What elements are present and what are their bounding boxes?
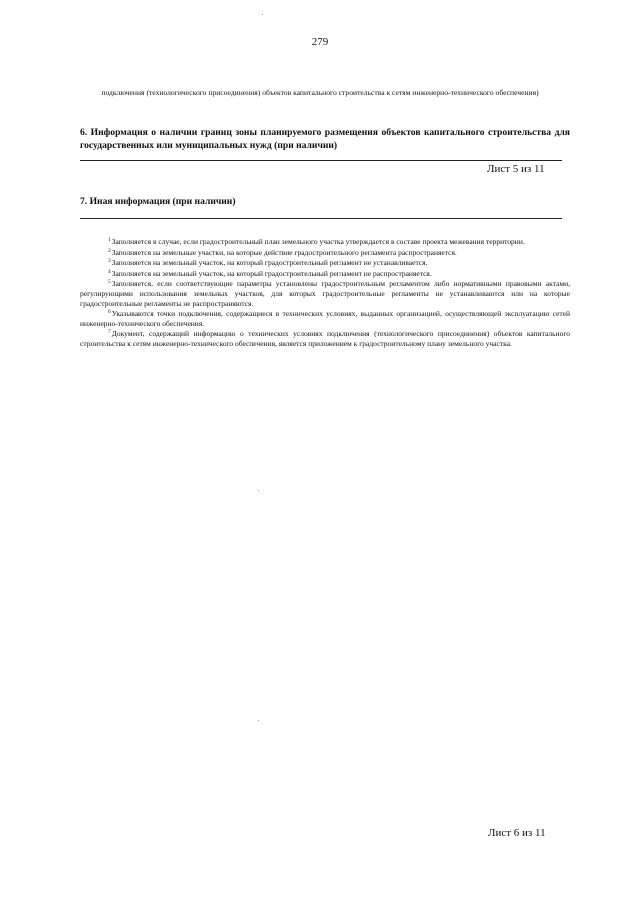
section-6-rule (80, 160, 562, 161)
footnote-1: $^1$Заполняется в случае, если градостроительный план земельного участка утверждается в составе проекта межевания территории. (108, 237, 525, 246)
sheet-5-label: Лист 5 из 11 (487, 163, 545, 175)
sheet-6-label: Лист 6 из 11 (488, 827, 546, 839)
footnote-3: $^3$Заполняется на земельный участок, на который градостроительный регламент не устанавливается. (108, 258, 428, 268)
footnote-4: $^4$Заполняется на земельный участок, на который градостроительный регламент не распространяется. (108, 268, 432, 278)
section-7-heading: 7. Иная информация (при наличии) (80, 196, 236, 207)
header-continuation-note: подключения (технологического присоединения) объектов капитального строительства к сетям инженерно-технического обеспечения) (101, 88, 539, 97)
footnote-6: $^6$Указываются точки подключения, содержащиеся в технических условиях, выданных организацией, осуществляющей эксплуатацию сетей инженерно-технического обеспечения. (80, 309, 570, 328)
section-7-rule (80, 218, 562, 219)
scan-speck (258, 490, 259, 491)
footnotes (80, 236, 570, 349)
footnote-2: $^2$Заполняется на земельные участки, на которые действие градостроительного регламента распространяется. (108, 247, 457, 257)
scan-speck (262, 14, 263, 15)
section-6-heading: 6. Информация о наличии границ зоны планируемого размещения объектов капитального строительства для государственных или муниципальных нужд (при наличии) (80, 127, 570, 151)
footnote-7: $^7$Документ, содержащий информацию о технических условиях подключения (технологического присоединения) объектов капитального строительства к сетям инженерно-технического обеспечения, является приложением к градостроительному плану земельного участка. (80, 329, 570, 348)
footnote-5: $^5$Заполняется, если соответствующие параметры установлены градостроительным регламентом либо нормативными правовыми актами, регулирующими использования земельных участков, для которых градостроительные регламенты не устанавливаются или на которые градостроительные регламенты не распространяются. (80, 279, 570, 308)
scan-speck (258, 720, 259, 721)
page-number: 279 (311, 36, 329, 48)
